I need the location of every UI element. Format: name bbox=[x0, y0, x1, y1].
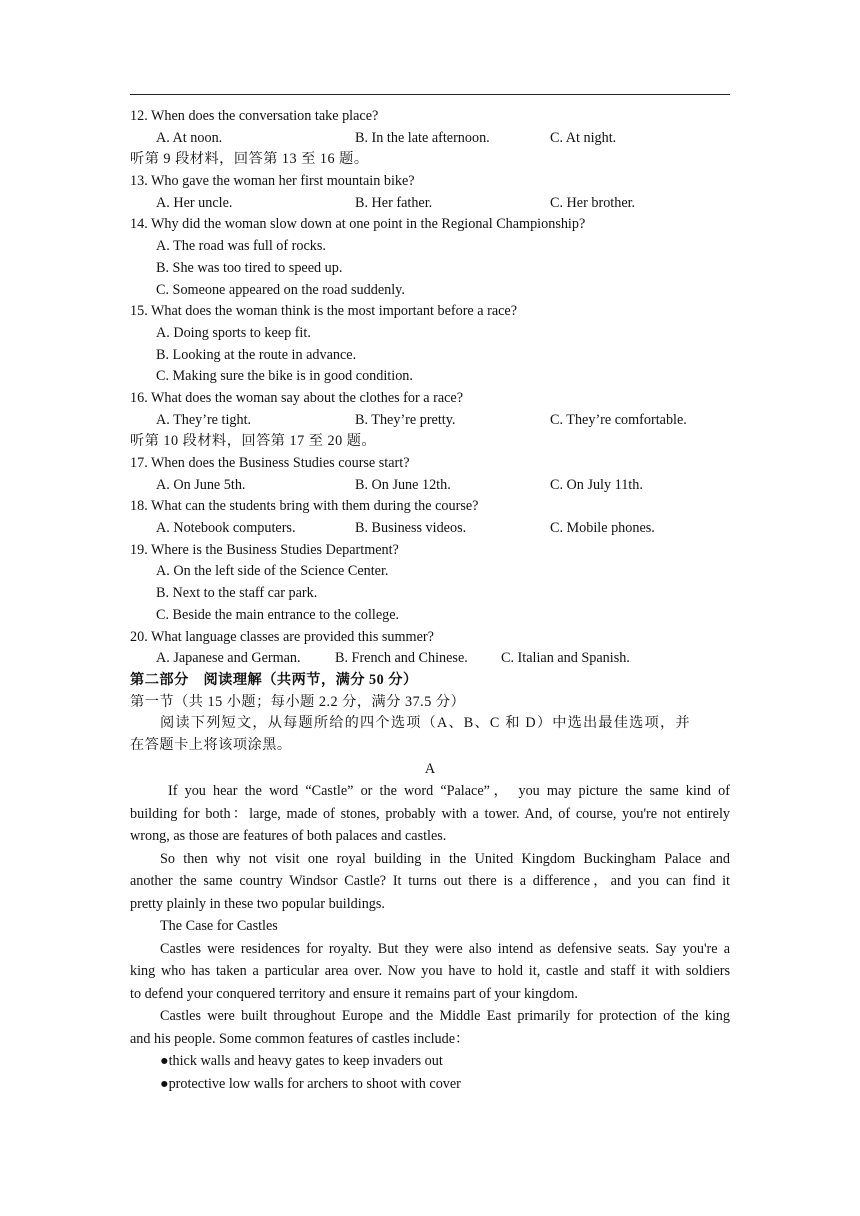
question-14: 14. Why did the woman slow down at one point in the Regional Championship? bbox=[130, 216, 586, 233]
option-c: C. Her brother. bbox=[550, 194, 636, 211]
option-a: A. Her uncle. bbox=[156, 194, 233, 211]
question-20-options bbox=[130, 648, 730, 670]
question-20: 20. What language classes are provided this summer? bbox=[130, 628, 434, 645]
question-18: 18. What can the students bring with them during the course? bbox=[130, 498, 479, 515]
option-b: B. Next to the staff car park. bbox=[156, 585, 318, 602]
option-c: C. Making sure the bike is in good condition. bbox=[156, 368, 413, 385]
option-a: A. The road was full of rocks. bbox=[156, 238, 326, 255]
option-a: A. At noon. bbox=[156, 129, 223, 146]
passage-label: A bbox=[424, 760, 436, 777]
option-a: A. Notebook computers. bbox=[156, 520, 296, 537]
passage-paragraph-4: Castles were built throughout Europe and the Middle East primarily for protection of the king and his people. Some common features of castles include： bbox=[130, 1008, 730, 1047]
option-c: C. At night. bbox=[550, 129, 617, 146]
bullet-item: ●protective low walls for archers to shoot with cover bbox=[160, 1075, 461, 1092]
exam-page bbox=[130, 106, 730, 1095]
option-b: B. On June 12th. bbox=[355, 476, 451, 493]
option-b: B. They’re pretty. bbox=[355, 411, 456, 428]
option-b: B. Business videos. bbox=[355, 520, 467, 537]
option-c: C. They’re comfortable. bbox=[550, 411, 687, 428]
question-12: 12. When does the conversation take place? bbox=[130, 108, 379, 124]
question-15: 15. What does the woman think is the most important before a race? bbox=[130, 303, 518, 320]
section-instruction-9: 听第 9 段材料，回答第 13 至 16 题。 bbox=[130, 151, 369, 168]
option-b: B. In the late afternoon. bbox=[355, 129, 490, 146]
option-a: A. On the left side of the Science Center. bbox=[156, 563, 389, 580]
question-18-options bbox=[130, 518, 730, 540]
option-a: A. They’re tight. bbox=[156, 411, 252, 428]
question-17-options bbox=[130, 475, 730, 497]
option-c: C. On July 11th. bbox=[550, 476, 643, 493]
option-c: C. Beside the main entrance to the college. bbox=[156, 606, 400, 623]
option-b: B. French and Chinese. bbox=[335, 650, 468, 667]
question-19: 19. Where is the Business Studies Department? bbox=[130, 541, 399, 558]
option-a: A. Doing sports to keep fit. bbox=[156, 324, 311, 341]
question-16-options bbox=[130, 410, 730, 432]
option-a: A. On June 5th. bbox=[156, 476, 246, 493]
reading-instruction-line-1: 阅读下列短文，从每题所给的四个选项（A、B、C 和 D）中选出最佳选项，并 bbox=[160, 715, 691, 732]
question-12-options bbox=[130, 128, 730, 150]
passage-subheading: The Case for Castles bbox=[160, 918, 278, 935]
passage-paragraph-2: So then why not visit one royal building in the United Kingdom Buckingham Palace and another the same country Windsor Castle? It turns out there is a difference，and you can find it pretty plainly in these two popular buildings. bbox=[130, 850, 730, 912]
option-b: B. She was too tired to speed up. bbox=[156, 259, 343, 276]
part-2-title: 第二部分 阅读理解（共两节，满分 50 分） bbox=[130, 671, 418, 688]
section-1-title: 第一节（共 15 小题；每小题 2.2 分，满分 37.5 分） bbox=[130, 693, 466, 710]
section-instruction-10: 听第 10 段材料，回答第 17 至 20 题。 bbox=[130, 433, 377, 450]
passage-paragraph-3: Castles were residences for royalty. But they were also intend as defensive seats. Say you're a king who has taken a particular area over. Now you have to hold it, castle and staff it with soldiers to defend your conquered territory and ensure it remains part of your kingdom. bbox=[130, 940, 730, 1002]
reading-instruction-line-2: 在答题卡上将该项涂黑。 bbox=[130, 736, 292, 753]
question-13: 13. Who gave the woman her first mountain bike? bbox=[130, 173, 415, 190]
header-rule bbox=[130, 94, 730, 95]
question-13-options bbox=[130, 193, 730, 215]
option-b: B. Looking at the route in advance. bbox=[156, 346, 357, 363]
question-17: 17. When does the Business Studies course start? bbox=[130, 455, 410, 471]
bullet-item: ●thick walls and heavy gates to keep invaders out bbox=[160, 1053, 443, 1070]
option-c: C. Italian and Spanish. bbox=[501, 650, 630, 667]
passage-paragraph-1: If you hear the word “Castle” or the word “Palace”， you may picture the same kind of building for both：large, made of stones, probably with a tower. And, of course, you're not entirely wrong, as those are features of both palaces and castles. bbox=[130, 783, 730, 845]
option-a: A. Japanese and German. bbox=[156, 650, 301, 667]
question-16: 16. What does the woman say about the clothes for a race? bbox=[130, 389, 464, 406]
option-c: C. Mobile phones. bbox=[550, 520, 655, 537]
option-b: B. Her father. bbox=[355, 194, 433, 211]
option-c: C. Someone appeared on the road suddenly. bbox=[156, 281, 405, 298]
